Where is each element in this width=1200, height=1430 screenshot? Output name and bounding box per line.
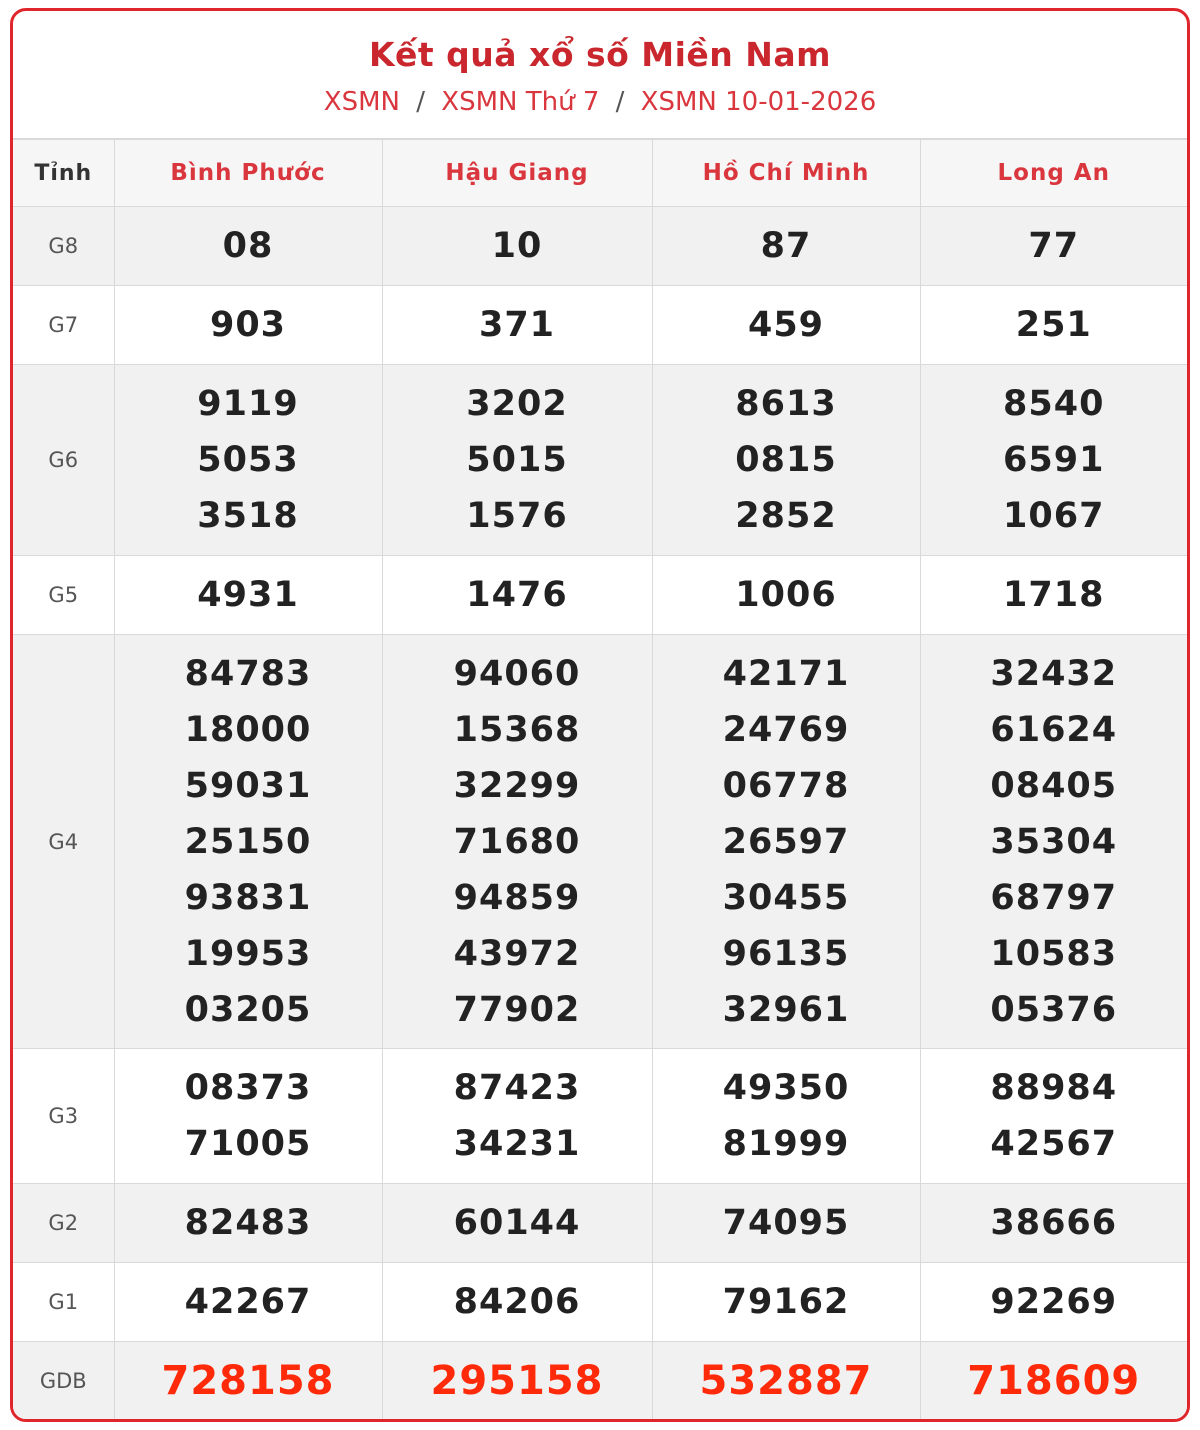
prize-label: G3 [13, 1049, 114, 1184]
result-number: 93831 [184, 877, 312, 918]
table-row [13, 1342, 1187, 1421]
result-cell [920, 556, 1187, 635]
result-number: 84783 [184, 653, 312, 694]
result-number: 15368 [453, 709, 581, 750]
result-number: 459 [747, 305, 825, 345]
prize-label: G5 [13, 556, 114, 635]
result-number: 10 [491, 226, 543, 266]
result-cell [382, 286, 652, 365]
result-number: 88984 [990, 1068, 1118, 1108]
result-cell [382, 556, 652, 635]
result-number: 4931 [197, 575, 299, 615]
result-number: 06778 [722, 765, 850, 806]
prize-label: G2 [13, 1184, 114, 1263]
result-cell [114, 1342, 382, 1421]
result-number: 32432 [990, 653, 1118, 694]
result-number: 03205 [184, 989, 312, 1030]
result-number: 87 [760, 226, 812, 266]
result-number: 71005 [184, 1124, 312, 1164]
result-number: 08 [222, 226, 274, 266]
result-cell [920, 635, 1187, 1049]
result-number: 295158 [430, 1358, 604, 1404]
result-number: 81999 [722, 1124, 850, 1164]
result-number: 6591 [1003, 440, 1105, 480]
results-card [10, 8, 1190, 1422]
results-header [13, 11, 1187, 139]
result-cell [114, 1184, 382, 1263]
column-header-province-label: Tỉnh [13, 140, 114, 207]
result-number: 251 [1015, 305, 1092, 345]
result-cell [382, 365, 652, 556]
result-number: 8540 [1003, 384, 1105, 424]
breadcrumb-link-date[interactable]: XSMN 10-01-2026 [640, 87, 877, 117]
result-cell [652, 1049, 920, 1184]
result-cell [382, 1263, 652, 1342]
table-row [13, 207, 1187, 286]
result-number: 3202 [466, 384, 568, 424]
result-number: 79162 [722, 1282, 850, 1322]
results-table [13, 139, 1187, 1421]
breadcrumb-separator: / [416, 87, 425, 117]
result-number: 32961 [722, 989, 850, 1030]
result-cell [114, 635, 382, 1049]
result-cell [652, 1184, 920, 1263]
result-cell [652, 365, 920, 556]
result-cell [920, 1184, 1187, 1263]
result-cell [920, 286, 1187, 365]
result-number: 43972 [453, 933, 581, 974]
result-number: 61624 [990, 709, 1118, 750]
prize-label: G4 [13, 635, 114, 1049]
result-number: 532887 [699, 1358, 873, 1404]
table-row [13, 635, 1187, 1049]
result-number: 96135 [722, 933, 850, 974]
result-number: 3518 [197, 496, 299, 536]
breadcrumb-link-weekday[interactable]: XSMN Thứ 7 [441, 87, 600, 117]
result-cell [920, 1263, 1187, 1342]
result-number: 1067 [1003, 496, 1105, 536]
result-number: 05376 [990, 989, 1118, 1030]
result-number: 24769 [722, 709, 850, 750]
results-table-body [13, 207, 1187, 1421]
prize-label: G6 [13, 365, 114, 556]
result-number: 26597 [722, 821, 850, 862]
result-cell [382, 207, 652, 286]
result-cell [114, 365, 382, 556]
table-header-row [13, 140, 1187, 207]
result-number: 0815 [735, 440, 837, 480]
result-cell [920, 1342, 1187, 1421]
result-cell [920, 207, 1187, 286]
result-number: 5053 [197, 440, 299, 480]
result-number: 82483 [184, 1203, 312, 1243]
result-cell [920, 1049, 1187, 1184]
result-cell [652, 635, 920, 1049]
table-row [13, 365, 1187, 556]
result-number: 728158 [161, 1358, 335, 1404]
breadcrumb [13, 85, 1187, 119]
result-number: 1718 [1003, 575, 1105, 615]
result-cell [652, 1263, 920, 1342]
result-number: 77902 [453, 989, 581, 1030]
result-cell [652, 1342, 920, 1421]
page-title: Kết quả xổ số Miền Nam [368, 35, 832, 74]
result-cell [114, 1263, 382, 1342]
result-number: 49350 [722, 1068, 850, 1108]
result-number: 84206 [453, 1282, 581, 1322]
result-cell [382, 1342, 652, 1421]
result-number: 71680 [453, 821, 581, 862]
result-number: 77 [1028, 226, 1080, 266]
result-number: 68797 [990, 877, 1118, 918]
result-number: 5015 [466, 440, 568, 480]
result-number: 42567 [990, 1124, 1118, 1164]
result-number: 94859 [453, 877, 581, 918]
result-number: 25150 [184, 821, 312, 862]
result-number: 94060 [453, 653, 581, 694]
result-number: 34231 [453, 1124, 581, 1164]
result-number: 59031 [184, 765, 312, 806]
prize-label: G8 [13, 207, 114, 286]
result-number: 19953 [184, 933, 312, 974]
table-row [13, 1263, 1187, 1342]
column-header-province[interactable]: Bình Phước [114, 140, 382, 207]
result-number: 74095 [722, 1203, 850, 1243]
result-number: 903 [209, 305, 287, 345]
prize-label: G7 [13, 286, 114, 365]
result-cell [114, 1049, 382, 1184]
result-number: 38666 [990, 1203, 1118, 1243]
result-cell [382, 1049, 652, 1184]
result-number: 371 [478, 305, 556, 345]
result-number: 08373 [184, 1068, 312, 1108]
result-cell [652, 207, 920, 286]
prize-label: GDB [13, 1342, 114, 1421]
result-number: 1576 [466, 496, 568, 536]
result-cell [652, 286, 920, 365]
result-number: 35304 [990, 821, 1118, 862]
prize-label: G1 [13, 1263, 114, 1342]
result-number: 2852 [735, 496, 837, 536]
breadcrumb-separator: / [615, 87, 625, 117]
result-number: 08405 [990, 765, 1118, 806]
table-row [13, 556, 1187, 635]
result-cell [382, 1184, 652, 1263]
table-row [13, 286, 1187, 365]
breadcrumb-link-xsmn[interactable]: XSMN [323, 87, 400, 117]
result-number: 32299 [453, 765, 581, 806]
result-cell [114, 556, 382, 635]
result-cell [920, 365, 1187, 556]
result-number: 87423 [453, 1068, 581, 1108]
column-header-province[interactable]: Long An [920, 140, 1187, 207]
result-number: 42267 [184, 1282, 312, 1322]
result-cell [652, 556, 920, 635]
column-header-province[interactable]: Hậu Giang [382, 140, 652, 207]
result-number: 718609 [967, 1358, 1141, 1404]
result-number: 10583 [990, 933, 1118, 974]
result-cell [114, 286, 382, 365]
result-number: 42171 [722, 653, 850, 694]
result-number: 1006 [735, 575, 837, 615]
result-number: 60144 [453, 1203, 581, 1243]
result-number: 9119 [197, 384, 299, 424]
table-row [13, 1184, 1187, 1263]
result-cell [114, 207, 382, 286]
result-number: 18000 [184, 709, 312, 750]
result-number: 30455 [722, 877, 850, 918]
result-number: 8613 [735, 384, 837, 424]
result-number: 1476 [466, 575, 568, 615]
column-header-province[interactable]: Hồ Chí Minh [652, 140, 920, 207]
result-cell [382, 635, 652, 1049]
result-number: 92269 [990, 1282, 1118, 1322]
table-row [13, 1049, 1187, 1184]
